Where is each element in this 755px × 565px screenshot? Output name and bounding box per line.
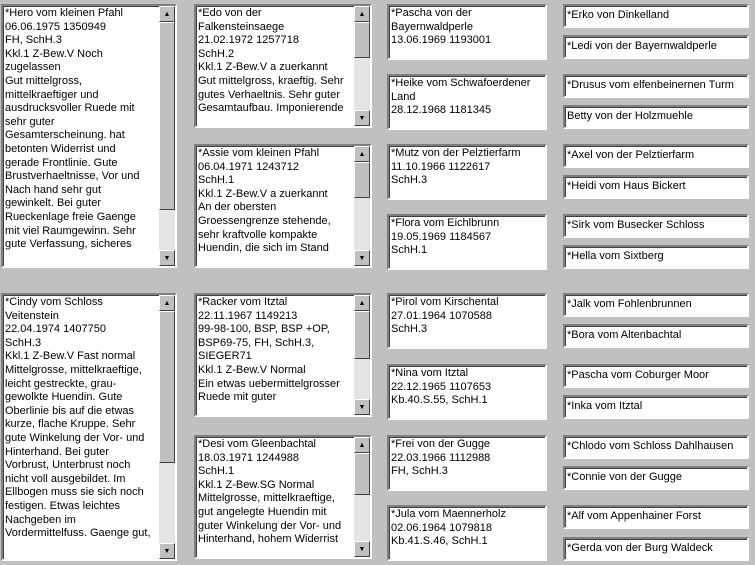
scroll-down-arrow-icon[interactable]: ▼	[354, 399, 370, 415]
sire-box[interactable]	[194, 293, 372, 417]
great-grandparent-box[interactable]	[563, 364, 749, 388]
dog-text: *Hero vom kleinen Pfahl 06.06.1975 1350949 FH, SchH.3 Kkl.1 Z-Bew.V Noch zugelassen Gut mittelgross, mittelkraeftiger und ausdrucksvoller Ruede mit sehr guter Gesamterscheinung. hat betonten Widerrist und gerade Frontlinie. Gute Brustverhaeltnisse, Vor und Nach hand sehr gut gewinkelt. Bei guter Rueckenlage freie Gaenge mit viel Raumgewinn. Sehr gute Verfassung, sicheres	[5, 7, 140, 251]
scrollbar[interactable]	[354, 437, 370, 557]
grandparent-text: *Heike vom Schwafoerdener Land 28.12.1968 1181345	[391, 77, 531, 117]
grandparent-text: *Flora vom Eichlbrunn 19.05.1969 1184567 SchH.1	[391, 217, 500, 257]
great-grandparent-text: *Inka vom Itztal	[567, 400, 643, 412]
dam-text: *Assie vom kleinen Pfahl 06.04.1971 1243712 SchH.1 Kkl.1 Z-Bew.V a zuerkannt An der obersten Groessengrenze stehende, sehr kraftvolle kompakte Huendin, die sich im Stand	[198, 147, 331, 255]
scroll-up-arrow-icon[interactable]: ▲	[354, 295, 370, 311]
great-grandparent-box[interactable]	[563, 324, 749, 348]
grandparent-box[interactable]	[387, 364, 547, 420]
scroll-down-arrow-icon[interactable]: ▼	[354, 250, 370, 266]
dam-box[interactable]	[194, 144, 372, 268]
dog-pedigree-box[interactable]	[1, 4, 177, 268]
grandparent-box[interactable]	[387, 4, 547, 60]
great-grandparent-text: *Heidi vom Haus Bickert	[567, 180, 686, 192]
great-grandparent-text: *Ledi von der Bayernwaldperle	[567, 40, 717, 52]
great-grandparent-box[interactable]	[563, 293, 749, 317]
sire-box[interactable]	[194, 4, 372, 128]
great-grandparent-box[interactable]	[563, 35, 749, 59]
dam-box[interactable]	[194, 435, 372, 559]
scrollbar-thumb[interactable]	[159, 311, 175, 463]
scroll-down-arrow-icon[interactable]: ▼	[159, 543, 175, 559]
scrollbar[interactable]	[159, 295, 175, 559]
great-grandparent-text: *Chlodo vom Schloss Dahlhausen	[567, 440, 734, 452]
great-grandparent-box[interactable]	[563, 466, 749, 490]
great-grandparent-box[interactable]	[563, 144, 749, 168]
great-grandparent-box[interactable]	[563, 74, 749, 98]
great-grandparent-text: *Axel von der Pelztierfarm	[567, 149, 695, 161]
grandparent-text: *Nina vom Itztal 22.12.1965 1107653 Kb.40.S.55, SchH.1	[391, 367, 492, 407]
scroll-down-arrow-icon[interactable]: ▼	[354, 541, 370, 557]
scroll-down-arrow-icon[interactable]: ▼	[159, 250, 175, 266]
scroll-up-arrow-icon[interactable]: ▲	[354, 146, 370, 162]
grandparent-text: *Pirol vom Kirschental 27.01.1964 1070588 SchH.3	[391, 296, 499, 336]
scrollbar-thumb[interactable]	[159, 22, 175, 210]
grandparent-box[interactable]	[387, 505, 547, 561]
sire-text: *Racker vom Itztal 22.11.1967 1149213 99-98-100, BSP, BSP +OP, BSP69-75, FH, SchH.3, SIEGER71 Kkl.1 Z-Bew.V Normal Ein etwas uebermittelgrosser Ruede mit guter	[198, 296, 340, 404]
scroll-up-arrow-icon[interactable]: ▲	[354, 437, 370, 453]
scroll-down-arrow-icon[interactable]: ▼	[354, 110, 370, 126]
scrollbar-thumb[interactable]	[354, 162, 370, 198]
grandparent-box[interactable]	[387, 74, 547, 130]
scroll-up-arrow-icon[interactable]: ▲	[159, 6, 175, 22]
scrollbar-thumb[interactable]	[354, 453, 370, 495]
great-grandparent-text: Betty von der Holzmuehle	[567, 110, 693, 122]
grandparent-text: *Frei von der Gugge 22.03.1966 1112988 FH, SchH.3	[391, 438, 491, 478]
great-grandparent-text: *Erko von Dinkelland	[567, 9, 670, 21]
scroll-up-arrow-icon[interactable]: ▲	[354, 6, 370, 22]
grandparent-text: *Mutz von der Pelztierfarm 11.10.1966 1122617 SchH.3	[391, 147, 521, 187]
scrollbar[interactable]	[354, 295, 370, 415]
dog-text: *Cindy vom Schloss Veitenstein 22.04.1974 1407750 SchH.3 Kkl.1 Z-Bew.V Fast normal Mittelgrosse, mittelkraeftige, leicht gestreckte, grau- gewolkte Huendin. Gute Oberlinie bis auf die etwas kurze, flache Kruppe. Sehr gute Winkelung der Vor- und Hinterhand. Bei guter Vorbrust, Unterbrust noch nicht voll ausgebildet. Im Ellbogen muss sie sich noch festigen. Etwas leichtes Nachgeben im Vordermittelfuss. Gaenge gut,	[5, 296, 151, 540]
scroll-up-arrow-icon[interactable]: ▲	[159, 295, 175, 311]
great-grandparent-text: *Alf vom Appenhainer Forst	[567, 510, 701, 522]
grandparent-text: *Jula vom Maennerholz 02.06.1964 1079818 Kb.41.S.46, SchH.1	[391, 508, 506, 548]
great-grandparent-box[interactable]	[563, 245, 749, 269]
great-grandparent-text: *Jalk vom Fohlenbrunnen	[567, 298, 692, 310]
great-grandparent-box[interactable]	[563, 4, 749, 28]
great-grandparent-box[interactable]	[563, 505, 749, 529]
sire-text: *Edo von der Falkensteinsaege 21.02.1972 1257718 SchH.2 Kkl.1 Z-Bew.V a zuerkannt Gut mittelgross, kraeftig. Sehr gutes Verhaeltnis. Sehr guter Gesamtaufbau. Imponierende	[198, 7, 344, 115]
dog-pedigree-box[interactable]	[1, 293, 177, 561]
scrollbar[interactable]	[354, 146, 370, 266]
grandparent-box[interactable]	[387, 144, 547, 200]
scrollbar-thumb[interactable]	[354, 22, 370, 58]
great-grandparent-box[interactable]	[563, 214, 749, 238]
great-grandparent-box[interactable]	[563, 175, 749, 199]
dam-text: *Desi vom Gleenbachtal 18.03.1971 1244988 SchH.1 Kkl.1 Z-Bew.SG Normal Mittelgrosse, mittelkraeftige, gut angelegte Huendin mit guter Winkelung der Vor- und Hinterhand, hohem Widerrist	[198, 438, 342, 546]
grandparent-box[interactable]	[387, 214, 547, 270]
great-grandparent-text: *Sirk vom Busecker Schloss	[567, 219, 705, 231]
grandparent-text: *Pascha von der Bayernwaldperle 13.06.1969 1193001	[391, 7, 492, 47]
great-grandparent-text: *Gerda von der Burg Waldeck	[567, 542, 713, 554]
great-grandparent-text: *Drusus vom elfenbeinernen Turm	[567, 79, 734, 91]
great-grandparent-text: *Hella vom Sixtberg	[567, 250, 664, 262]
scrollbar-thumb[interactable]	[354, 311, 370, 359]
great-grandparent-text: *Pascha vom Coburger Moor	[567, 369, 709, 381]
grandparent-box[interactable]	[387, 293, 547, 349]
grandparent-box[interactable]	[387, 435, 547, 491]
scrollbar[interactable]	[354, 6, 370, 126]
great-grandparent-text: *Connie von der Gugge	[567, 471, 682, 483]
great-grandparent-box[interactable]	[563, 435, 749, 459]
great-grandparent-box[interactable]	[563, 395, 749, 419]
scrollbar[interactable]	[159, 6, 175, 266]
great-grandparent-box[interactable]	[563, 105, 749, 129]
great-grandparent-text: *Bora vom Altenbachtal	[567, 329, 682, 341]
great-grandparent-box[interactable]	[563, 537, 749, 561]
